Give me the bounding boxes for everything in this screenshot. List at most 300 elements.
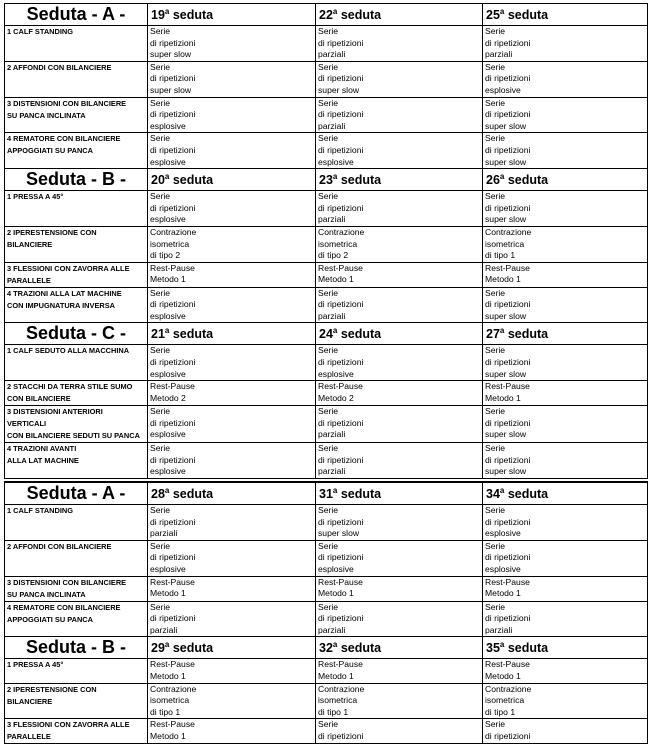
session-num: 23 [319, 173, 333, 188]
method-cell [316, 262, 483, 287]
method-line: di ripetizioni [150, 109, 196, 120]
exercise-line: 4 REMATORE CON BILANCIERE [7, 134, 121, 144]
exercise-line: BILANCIERE [7, 239, 53, 249]
exercise-line: CON BILANCIERE SEDUTI SU PANCA [7, 431, 140, 441]
method-line: di ripetizioni [485, 730, 531, 741]
method-line: Serie [318, 133, 339, 144]
exercise-row [5, 61, 648, 97]
method-cell [483, 443, 648, 479]
method-line: Serie [150, 26, 171, 36]
session-sup: a [332, 172, 338, 182]
method-line: di tipo 2 [318, 250, 349, 261]
exercise-line: 1 CALF SEDUTO ALLA MACCHINA [7, 346, 130, 356]
session-sup: a [332, 640, 338, 650]
session-header-row [5, 637, 648, 659]
method-line: di ripetizioni [150, 299, 196, 310]
exercise-name [5, 406, 148, 443]
session-sup: a [164, 485, 170, 495]
method-line: parziali [485, 49, 513, 60]
session-header-row [5, 482, 648, 505]
session-sup: a [164, 640, 170, 650]
exercise-name [5, 133, 148, 169]
method-line: di ripetizioni [485, 202, 531, 213]
method-line: Serie [150, 133, 171, 144]
method-line: di ripetizioni [485, 417, 531, 428]
method-line: di tipo 1 [318, 706, 349, 717]
session-label: seduta [172, 327, 214, 342]
method-line: Contrazione [150, 683, 197, 694]
method-line: Serie [150, 345, 171, 356]
method-line: super slow [485, 466, 527, 477]
method-line: Serie [318, 61, 339, 72]
method-line: Contrazione [318, 683, 365, 694]
exercise-row [5, 406, 648, 443]
session-sup: a [499, 485, 505, 495]
session-number [148, 482, 316, 505]
method-line: parziali [318, 310, 346, 321]
method-line: Rest-Pause [318, 381, 363, 392]
method-cell [148, 719, 316, 744]
session-label: seduta [507, 173, 549, 188]
session-number [316, 4, 483, 26]
method-cell [316, 540, 483, 576]
method-line: super slow [150, 49, 192, 60]
method-cell [316, 97, 483, 133]
method-cell [483, 191, 648, 227]
session-number [483, 637, 648, 659]
method-line: di ripetizioni [150, 144, 196, 155]
method-line: esplosive [150, 429, 186, 440]
method-cell [148, 443, 316, 479]
method-line: di ripetizioni [150, 552, 196, 563]
exercise-line: PARALLELE [7, 275, 51, 285]
exercise-line: BILANCIERE [7, 696, 53, 706]
method-line: isometrica [485, 695, 525, 706]
method-cell [148, 133, 316, 169]
method-line: Metodo 1 [485, 392, 521, 403]
method-cell [316, 683, 483, 719]
method-line: parziali [318, 466, 346, 477]
session-sup: a [164, 326, 170, 336]
method-line: isometrica [485, 238, 525, 249]
method-line: Rest-Pause [150, 719, 195, 730]
session-sup: a [164, 6, 170, 16]
method-cell [316, 719, 483, 744]
session-label: seduta [340, 487, 382, 502]
method-line: Metodo 1 [150, 670, 186, 681]
method-line: parziali [318, 429, 346, 440]
method-line: Serie [150, 287, 171, 298]
exercise-line: 3 DISTENSIONI ANTERIORI [7, 407, 103, 417]
method-line: Serie [318, 540, 339, 551]
method-cell [316, 381, 483, 406]
exercise-name [5, 345, 148, 381]
method-line: Metodo 1 [318, 670, 354, 681]
exercise-line: SU PANCA INCLINATA [7, 110, 86, 120]
exercise-row [5, 133, 648, 169]
method-cell [316, 659, 483, 683]
method-line: esplosive [150, 564, 186, 574]
session-number [148, 323, 316, 345]
method-cell [316, 576, 483, 601]
exercise-row [5, 719, 648, 744]
exercise-name [5, 540, 148, 576]
exercise-name [5, 659, 148, 683]
exercise-row [5, 345, 648, 381]
session-number [316, 482, 483, 505]
method-line: Serie [318, 601, 339, 612]
method-line: di ripetizioni [318, 357, 364, 368]
method-line: Serie [318, 443, 339, 454]
method-line: esplosive [485, 564, 521, 574]
method-line: Contrazione [318, 226, 365, 237]
exercise-row [5, 287, 648, 323]
method-line: di ripetizioni [318, 730, 364, 741]
method-cell [483, 262, 648, 287]
method-line: Serie [150, 97, 171, 108]
session-num: 22 [319, 8, 333, 23]
method-cell [316, 226, 483, 262]
method-line: Contrazione [150, 226, 197, 237]
method-line: esplosive [150, 156, 186, 167]
exercise-row [5, 659, 648, 683]
method-line: di ripetizioni [318, 516, 364, 527]
method-cell [483, 505, 648, 541]
session-number [483, 4, 648, 26]
method-line: di ripetizioni [150, 417, 196, 428]
method-cell [316, 345, 483, 381]
method-line: Serie [485, 133, 506, 144]
method-cell [316, 61, 483, 97]
session-label: seduta [507, 641, 549, 656]
method-line: di ripetizioni [318, 299, 364, 310]
session-title: Seduta - B - [5, 169, 148, 191]
method-line: super slow [485, 156, 527, 167]
session-label: seduta [507, 8, 549, 23]
method-line: esplosive [150, 466, 186, 477]
schedule-table [4, 3, 648, 744]
method-line: super slow [485, 310, 527, 321]
session-num: 27 [486, 327, 500, 342]
method-line: esplosive [150, 214, 186, 225]
method-line: Serie [318, 26, 339, 36]
exercise-name [5, 262, 148, 287]
method-cell [148, 505, 316, 541]
method-cell [483, 287, 648, 323]
method-line: di ripetizioni [318, 202, 364, 213]
method-line: di ripetizioni [150, 454, 196, 465]
method-line: di ripetizioni [485, 299, 531, 310]
method-cell [483, 406, 648, 443]
session-num: 25 [486, 8, 500, 23]
method-line: Serie [485, 443, 506, 454]
method-line: esplosive [150, 368, 186, 379]
method-cell [148, 61, 316, 97]
method-line: di tipo 1 [485, 250, 516, 261]
method-cell [148, 226, 316, 262]
session-label: seduta [507, 487, 549, 502]
method-line: parziali [318, 120, 346, 131]
exercise-name [5, 601, 148, 637]
method-cell [148, 97, 316, 133]
method-line: Metodo 1 [150, 588, 186, 599]
method-line: Metodo 1 [485, 670, 521, 681]
session-sup: a [499, 640, 505, 650]
method-line: super slow [318, 84, 360, 95]
method-line: Metodo 1 [318, 588, 354, 599]
workout-schedule [4, 3, 648, 744]
exercise-name [5, 287, 148, 323]
exercise-line: 3 DISTENSIONI CON BILANCIERE [7, 98, 127, 108]
session-num: 32 [319, 641, 333, 656]
method-line: Metodo 2 [318, 392, 354, 403]
method-line: Serie [318, 287, 339, 298]
method-line: Metodo 1 [318, 274, 354, 285]
method-line: Serie [485, 345, 506, 356]
method-cell [483, 540, 648, 576]
session-num: 19 [151, 8, 165, 23]
session-header-row [5, 323, 648, 345]
method-line: di tipo 1 [485, 706, 516, 717]
session-sup: a [499, 6, 505, 16]
exercise-line: 2 AFFONDI CON BILANCIERE [7, 62, 112, 72]
method-cell [316, 443, 483, 479]
exercise-row [5, 683, 648, 719]
method-cell [316, 505, 483, 541]
session-header-row [5, 169, 648, 191]
session-label: seduta [172, 641, 214, 656]
method-line: di ripetizioni [150, 202, 196, 213]
method-line: Serie [485, 601, 506, 612]
method-line: di ripetizioni [318, 73, 364, 84]
exercise-name [5, 97, 148, 133]
method-line: di ripetizioni [485, 516, 531, 527]
session-num: 28 [151, 487, 165, 502]
exercise-name [5, 683, 148, 719]
method-line: super slow [318, 528, 360, 539]
method-line: Serie [150, 601, 171, 612]
session-sup: a [499, 326, 505, 336]
session-sup: a [332, 326, 338, 336]
session-number [316, 637, 483, 659]
exercise-name [5, 61, 148, 97]
method-cell [483, 133, 648, 169]
method-cell [148, 576, 316, 601]
exercise-line: 3 DISTENSIONI CON BILANCIERE [7, 577, 127, 587]
session-num: 24 [319, 327, 333, 342]
method-line: super slow [150, 84, 192, 95]
exercise-name [5, 381, 148, 406]
method-line: Metodo 2 [150, 392, 186, 403]
session-header-row [5, 4, 648, 26]
method-line: esplosive [485, 84, 521, 95]
session-num: 20 [151, 173, 165, 188]
exercise-line: 4 TRAZIONI ALLA LAT MACHINE [7, 288, 122, 298]
exercise-row [5, 26, 648, 62]
session-num: 26 [486, 173, 500, 188]
method-line: Serie [485, 287, 506, 298]
method-cell [148, 406, 316, 443]
method-line: di ripetizioni [318, 37, 364, 48]
session-label: seduta [172, 8, 214, 23]
method-line: di ripetizioni [318, 417, 364, 428]
method-line: parziali [318, 49, 346, 60]
method-line: Contrazione [485, 683, 532, 694]
session-number [483, 482, 648, 505]
method-line: Serie [485, 540, 506, 551]
exercise-line: 2 IPERESTENSIONE CON [7, 684, 97, 694]
method-line: Serie [150, 505, 171, 516]
method-cell [483, 61, 648, 97]
exercise-line: 2 STACCHI DA TERRA STILE SUMO [7, 382, 133, 392]
exercise-line: 1 PRESSA A 45° [7, 660, 64, 670]
method-line: di ripetizioni [150, 73, 196, 84]
method-cell [148, 659, 316, 683]
method-line: isometrica [150, 695, 190, 706]
session-title: Seduta - C - [5, 323, 148, 345]
method-line: parziali [150, 624, 178, 635]
method-line: super slow [485, 368, 527, 379]
method-line: Rest-Pause [485, 659, 530, 670]
method-cell [483, 719, 648, 744]
session-title: Seduta - A - [5, 482, 148, 505]
method-line: Serie [318, 191, 339, 202]
method-cell [148, 191, 316, 227]
method-line: di ripetizioni [318, 144, 364, 155]
method-cell [483, 659, 648, 683]
exercise-row [5, 443, 648, 479]
method-line: Rest-Pause [318, 659, 363, 670]
method-line: Serie [150, 61, 171, 72]
method-line: Serie [150, 540, 171, 551]
method-line: esplosive [318, 368, 354, 379]
exercise-row [5, 601, 648, 637]
method-line: di ripetizioni [318, 552, 364, 563]
exercise-line: 3 FLESSIONI CON ZAVORRA ALLE [7, 263, 130, 273]
method-line: Rest-Pause [150, 659, 195, 670]
method-line: Metodo 1 [150, 730, 186, 741]
method-line: Serie [485, 719, 506, 730]
method-cell [148, 601, 316, 637]
session-num: 21 [151, 327, 165, 342]
method-cell [148, 381, 316, 406]
session-num: 35 [486, 641, 500, 656]
method-line: Serie [485, 505, 506, 516]
exercise-row [5, 262, 648, 287]
session-number [148, 169, 316, 191]
method-line: Rest-Pause [150, 262, 195, 273]
method-line: Metodo 1 [150, 274, 186, 285]
session-sup: a [164, 172, 170, 182]
method-line: super slow [485, 214, 527, 225]
session-title: Seduta - A - [5, 4, 148, 26]
session-number [483, 169, 648, 191]
session-num: 34 [486, 487, 500, 502]
exercise-name [5, 505, 148, 541]
method-line: isometrica [318, 238, 358, 249]
exercise-row [5, 97, 648, 133]
method-line: Serie [485, 406, 506, 417]
method-line: esplosive [485, 528, 521, 539]
method-line: parziali [485, 624, 513, 635]
method-cell [148, 287, 316, 323]
method-line: super slow [485, 120, 527, 131]
method-cell [316, 601, 483, 637]
method-line: di ripetizioni [150, 516, 196, 527]
method-line: parziali [150, 528, 178, 539]
method-line: Serie [485, 26, 506, 36]
exercise-line: 1 CALF STANDING [7, 506, 73, 516]
method-line: isometrica [318, 695, 358, 706]
session-number [316, 169, 483, 191]
method-cell [483, 683, 648, 719]
method-line: di ripetizioni [485, 552, 531, 563]
exercise-line: APPOGGIATI SU PANCA [7, 146, 93, 156]
exercise-name [5, 26, 148, 62]
method-cell [483, 97, 648, 133]
exercise-name [5, 443, 148, 479]
session-label: seduta [172, 173, 214, 188]
method-line: di ripetizioni [318, 454, 364, 465]
session-sup: a [332, 485, 338, 495]
exercise-line: PARALLELE [7, 732, 51, 742]
method-line: Serie [318, 97, 339, 108]
method-cell [148, 26, 316, 62]
session-label: seduta [340, 641, 382, 656]
method-line: esplosive [318, 156, 354, 167]
method-line: parziali [318, 214, 346, 225]
method-cell [483, 381, 648, 406]
exercise-name [5, 719, 148, 744]
method-line: Serie [150, 443, 171, 454]
exercise-line: 2 AFFONDI CON BILANCIERE [7, 541, 112, 551]
method-line: di ripetizioni [485, 37, 531, 48]
method-line: Rest-Pause [150, 381, 195, 392]
exercise-row [5, 505, 648, 541]
exercise-line: CON BILANCIERE [7, 394, 71, 404]
method-line: di ripetizioni [485, 73, 531, 84]
exercise-line: APPOGGIATI SU PANCA [7, 614, 93, 624]
exercise-name [5, 226, 148, 262]
method-line: Serie [318, 719, 339, 730]
method-line: esplosive [150, 310, 186, 321]
method-line: super slow [485, 429, 527, 440]
method-line: Serie [485, 97, 506, 108]
session-number [316, 323, 483, 345]
method-line: Serie [150, 191, 171, 202]
method-cell [483, 226, 648, 262]
exercise-line: 4 TRAZIONI AVANTI [7, 444, 77, 454]
method-line: Rest-Pause [150, 576, 195, 587]
method-line: Serie [150, 406, 171, 417]
method-line: di ripetizioni [485, 613, 531, 624]
method-line: di tipo 2 [150, 250, 181, 261]
method-line: di ripetizioni [318, 613, 364, 624]
method-line: di ripetizioni [485, 357, 531, 368]
method-cell [316, 133, 483, 169]
session-number [148, 4, 316, 26]
exercise-line: 3 FLESSIONI CON ZAVORRA ALLE [7, 720, 130, 730]
session-label: seduta [340, 327, 382, 342]
method-line: di ripetizioni [150, 37, 196, 48]
exercise-line: 1 PRESSA A 45° [7, 192, 64, 202]
exercise-row [5, 540, 648, 576]
method-line: isometrica [150, 238, 190, 249]
session-number [483, 323, 648, 345]
method-cell [483, 345, 648, 381]
session-sup: a [499, 172, 505, 182]
method-line: di ripetizioni [485, 109, 531, 120]
